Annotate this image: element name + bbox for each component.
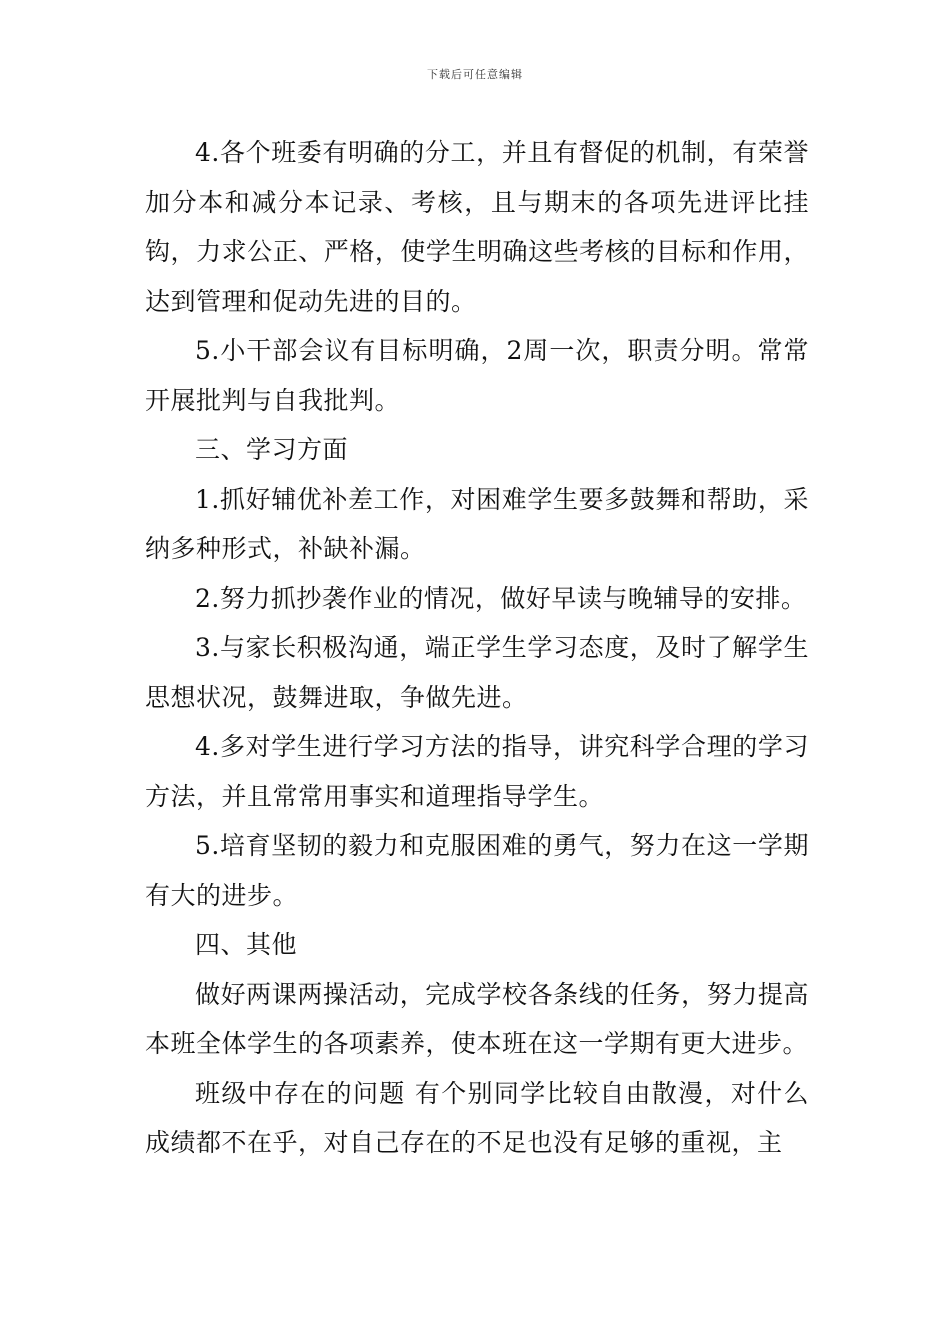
- paragraph-cadre-meeting: 5.小干部会议有目标明确，2周一次，职责分明。常常开展批判与自我批判。: [145, 336, 809, 415]
- paragraph-other-activities: 做好两课两操活动，完成学校各条线的任务，努力提高本班全体学生的各项素养，使本班在这一学期有更大进步。: [145, 979, 809, 1058]
- paragraph-class-committee-duties: 4.各个班委有明确的分工，并且有督促的机制，有荣誉加分本和减分本记录、考核，且与期末的各项先进评比挂钩，力求公正、严格，使学生明确这些考核的目标和作用，达到管理和促动先进的目的。: [145, 138, 809, 316]
- paragraph-study-item-1: 1.抓好辅优补差工作，对困难学生要多鼓舞和帮助，采纳多种形式，补缺补漏。: [145, 484, 809, 563]
- paragraph-study-item-4: 4.多对学生进行学习方法的指导，讲究科学合理的学习方法，并且常常用事实和道理指导学生。: [145, 732, 809, 811]
- paragraph-study-item-2: 2.努力抓抄袭作业的情况，做好早读与晚辅导的安排。: [195, 583, 807, 613]
- page-header: 下载后可任意编辑: [427, 68, 523, 81]
- paragraph-study-item-3: 3.与家长积极沟通，端正学生学习态度，及时了解学生思想状况，鼓舞进取，争做先进。: [145, 633, 809, 712]
- paragraph-class-problems: 班级中存在的问题 有个别同学比较自由散漫，对什么成绩都不在乎，对自己存在的不足也没有足够的重视，主: [145, 1078, 809, 1157]
- paragraph-study-item-5: 5.培育坚韧的毅力和克服困难的勇气，努力在这一学期有大的进步。: [145, 831, 809, 910]
- section-heading-other: 四、其他: [195, 930, 298, 959]
- section-heading-study: 三、学习方面: [195, 435, 349, 464]
- document-body: [145, 128, 809, 1168]
